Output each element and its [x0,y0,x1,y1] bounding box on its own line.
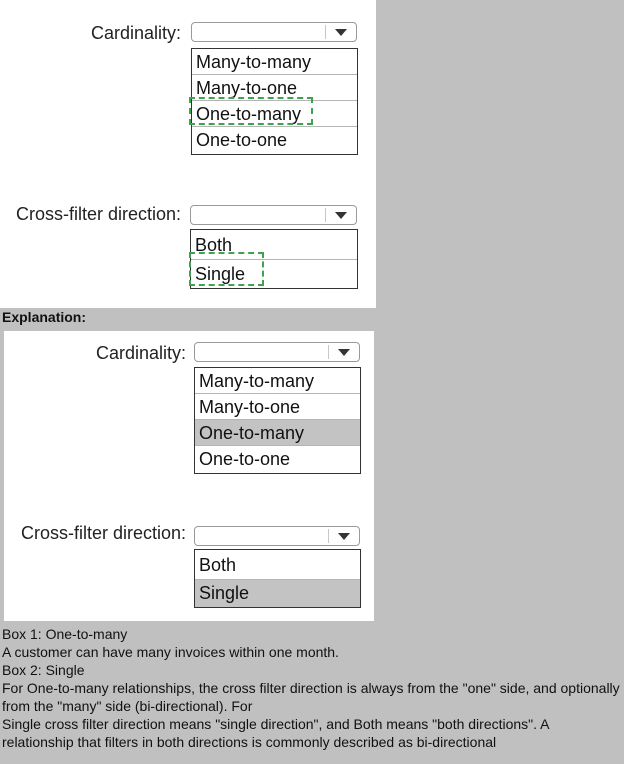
chevron-down-icon[interactable] [338,349,350,356]
cardinality-options-list [194,367,361,474]
question-panel [0,0,376,308]
cardinality-label: Cardinality: [90,23,181,43]
dropdown-separator [328,529,329,543]
option-many-to-one[interactable]: Many-to-one [192,75,357,101]
box1-answer: Box 1: One-to-many [2,626,128,642]
option-one-to-many[interactable]: One-to-many [192,101,357,127]
cross-filter-options-list [190,229,358,289]
cross-filter-label: Cross-filter direction: [20,523,186,543]
box2-reason-1: For One-to-many relationships, the cross filter direction is always from the "one" side, and optionally from the "many" side (bi-directional). For [2,680,620,714]
dropdown-separator [325,25,326,39]
option-single[interactable]: Single [195,264,246,284]
cardinality-label: Cardinality: [95,343,186,363]
explanation-text [2,625,622,751]
box2-reason-2: Single cross filter direction means "single direction", and Both means "both directions". A relationship that filters in both directions is commonly described as bi-directional [2,716,549,750]
chevron-down-icon[interactable] [338,533,350,540]
option-one-to-one[interactable]: One-to-one [196,130,288,150]
explanation-heading: Explanation: [2,309,87,325]
box1-reason: A customer can have many invoices within one month. [2,644,339,660]
cross-filter-options-list [194,549,361,608]
cross-filter-label: Cross-filter direction: [15,204,181,224]
cross-filter-dropdown[interactable] [190,205,357,225]
option-both[interactable]: Both [195,550,360,580]
option-many-to-many[interactable]: Many-to-many [192,49,357,75]
option-one-to-many-selected[interactable]: One-to-many [195,420,360,446]
answer-panel [4,331,374,621]
dropdown-separator [325,208,326,222]
dropdown-separator [328,345,329,359]
option-one-to-one[interactable]: One-to-one [199,449,291,469]
box2-answer: Box 2: Single [2,662,85,678]
option-many-to-many[interactable]: Many-to-many [195,368,360,394]
option-single-selected[interactable]: Single [195,580,360,607]
cardinality-options-list [191,48,358,155]
chevron-down-icon[interactable] [335,29,347,36]
cross-filter-dropdown[interactable] [194,526,360,546]
option-many-to-one[interactable]: Many-to-one [195,394,360,420]
cardinality-dropdown[interactable] [191,22,357,42]
cardinality-dropdown[interactable] [194,342,360,362]
option-both[interactable]: Both [191,230,357,260]
chevron-down-icon[interactable] [335,212,347,219]
